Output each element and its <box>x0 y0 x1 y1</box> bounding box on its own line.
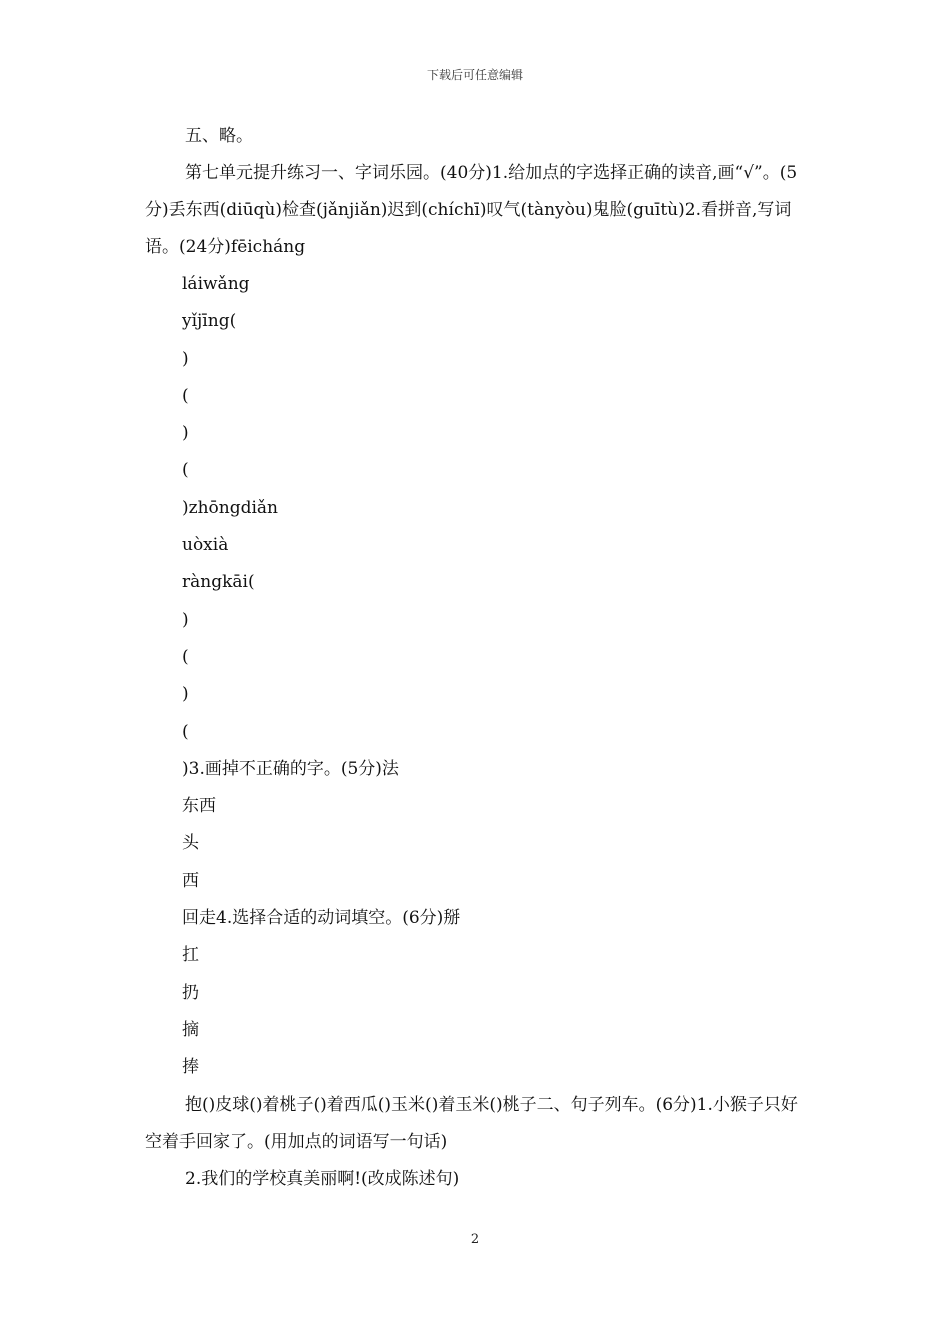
text-line: uòxià <box>182 535 229 556</box>
text-line: ( <box>182 460 189 481</box>
text-line: ràngkāi( <box>182 572 255 593</box>
text-line: )zhōngdiǎn <box>182 497 279 518</box>
text-line: 捧 <box>182 1057 199 1078</box>
text-line: ) <box>182 684 189 705</box>
text-line: 头 <box>182 833 199 854</box>
text-line: ( <box>182 721 189 742</box>
text-line: láiwǎng <box>182 274 250 294</box>
text-line: ) <box>182 348 189 369</box>
text-line: ) <box>182 609 189 630</box>
text-line: )3.画掉不正确的字。(5分)法 <box>182 758 399 779</box>
text-line: 西 <box>182 870 199 891</box>
text-line: 摘 <box>182 1019 199 1040</box>
page-number: 2 <box>470 1232 480 1247</box>
text-line: yǐjīng( <box>182 311 237 332</box>
text-line: ( <box>182 646 189 667</box>
page-header: 下载后可任意编辑 <box>426 68 523 82</box>
paragraph-3: 抱()皮球()着桃子()着西瓜()玉米()着玉米()桃子二、句子列车。(6分)1.小猴子只好空着手回家了。(用加点的词语写一句话) <box>145 1094 798 1152</box>
text-line: 回走4.选择合适的动词填空。(6分)掰 <box>182 908 461 929</box>
paragraph-1: 五、略。 <box>185 126 253 146</box>
text-line: 扛 <box>182 945 199 966</box>
text-line: ( <box>182 385 189 406</box>
paragraph-2: 第七单元提升练习一、字词乐园。(40分)1.给加点的字选择正确的读音,画“√”。(5分)丢东西(diūqù)检查(jǎnjiǎn)迟到(chíchī)叹气(tànyòu)鬼脸(guītù)2.看拼音,写词语。(24分)fēicháng <box>145 163 798 257</box>
document-body <box>145 118 810 1198</box>
text-line: 东西 <box>182 796 216 817</box>
paragraph-4: 2.我们的学校真美丽啊!(改成陈述句) <box>185 1168 460 1189</box>
text-line: ) <box>182 423 189 444</box>
text-line: 扔 <box>182 982 199 1003</box>
